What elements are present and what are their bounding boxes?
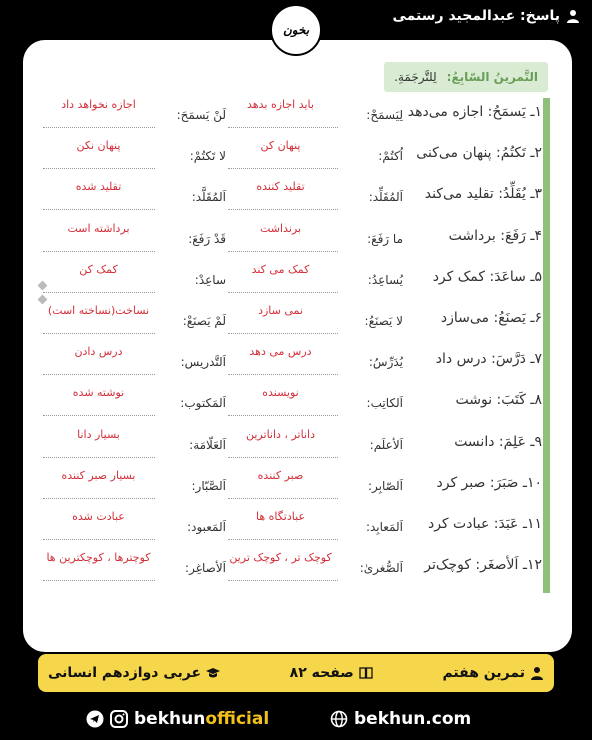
user-icon [566,9,580,23]
website-link[interactable] [330,709,471,729]
row-word-left: لَنْ یَسمَحَ: [176,108,226,122]
footer-book [48,665,220,681]
row-word-left: اَلمَعبود: [187,520,226,534]
row-answer-left: درس دادن [74,345,123,359]
bottom-bar [0,700,592,740]
row-answer-left: بسیار دانا [77,427,120,441]
dotted-line [43,168,155,169]
telegram-icon[interactable] [86,710,104,728]
row-answer-middle: برنداشت [259,221,302,235]
row-answer-left: عبادت شده [72,510,125,523]
dotted-line [228,415,338,416]
book-icon [359,666,373,680]
row-word-middle: اَلأعلَم: [369,437,403,452]
footer-exercise-text: تمرین هفتم [442,665,525,681]
row-answer-middle: نویسنده [262,386,299,400]
row-word-middle: اَلمَعابِد: [365,520,403,534]
row-prompt: ۳ـ یُقَلِّدُ: تقلید می‌کند [424,186,542,203]
row-answer-left: بسیار صبر کننده [61,468,136,482]
footer-book-text: عربی دوازدهم انسانی [48,665,202,681]
exercise-row [23,222,572,262]
footer-page [290,665,373,681]
dotted-line [228,251,338,252]
row-answer-left: نوشته شده [72,386,125,400]
row-answer-left: پنهان نکن [76,139,121,153]
row-prompt: ۱۲ـ اَلأصغَر: کوچک‌تر [424,557,542,574]
exercise-row [23,551,572,591]
exercise-row [23,345,572,385]
dotted-line [43,539,155,540]
row-word-left: اَلعَلّامَة: [189,437,226,452]
exercise-title-text: التَّمرینُ السّابِعُ: [446,70,538,84]
row-prompt: ۱ـ یَسمَحُ: اجازه می‌دهد [407,104,542,120]
exercise-row [23,180,572,220]
row-prompt: ۱۱ـ عَبَدَ: عبادت کرد [427,516,542,532]
exercise-row [23,98,572,138]
row-answer-middle: عبادتگاه ها [255,510,306,523]
social-handle-accent: official [205,709,270,729]
dotted-line [43,251,155,252]
dotted-line [228,580,338,581]
dotted-line [228,457,338,458]
row-word-middle: اُکتُمْ: [378,149,403,164]
row-answer-middle: کمک می کند [251,262,310,276]
row-answer-middle: نمی سازد [258,304,303,317]
row-word-left: اَلصَّبّار: [191,478,226,493]
exercise-row [23,386,572,426]
row-word-middle: لا یَصنَعُ: [364,314,403,328]
row-answer-left: نساخت(نساخته است) [47,304,150,317]
row-word-left: لَمْ یَصنَعْ: [182,314,226,328]
row-answer-left: کوچترها ، کوچکترین ها [46,551,151,565]
row-word-left: اَلتَّدریس: [180,355,226,370]
row-word-left: اَلمَکتوب: [180,396,226,411]
row-prompt: ۲ـ تَکتُمُ: پنهان می‌کنی [416,145,542,162]
social-handle-text[interactable] [134,709,269,729]
exercise-title [384,62,548,92]
row-answer-middle: باید اجازه بدهد [247,98,314,111]
footer-exercise [442,665,544,681]
row-prompt: ۸ـ کَتَبَ: نوشت [455,392,542,409]
row-word-middle: اَلصّابِر: [367,478,403,493]
dotted-line [228,292,338,293]
exercise-row [23,428,572,468]
row-word-left: قَدْ رَفَعَ: [188,231,226,246]
dotted-line [228,374,338,375]
dotted-line [43,292,155,293]
logo-text: بخون [282,23,310,37]
row-word-left: اَلأصاغِر: [185,561,226,576]
row-answer-left: اجازه نخواهد داد [61,98,136,111]
row-answer-middle: تقلید کننده [256,180,305,194]
dotted-line [228,209,338,210]
row-answer-middle: درس می دهد [249,345,312,359]
social-handle-prefix: bekhun [134,709,206,729]
row-word-middle: ما رَفَعَ: [367,231,403,246]
row-word-middle: لِیَسمَحْ: [366,108,403,122]
exercise-row [23,139,572,179]
website-text[interactable]: bekhun.com [354,709,472,729]
row-answer-middle: کوچک تر ، کوچک ترین [229,551,332,565]
row-word-middle: اَلصُّغریٰ: [359,561,403,576]
instagram-icon[interactable] [110,710,128,728]
exercise-row [23,510,572,550]
row-answer-left: تقلید شده [75,180,122,194]
footer-page-text: صفحه ۸۲ [289,665,354,681]
dotted-line [228,498,338,499]
exercise-row [23,469,572,509]
row-prompt: ۷ـ دَرَّسَ: درس داد [435,351,542,368]
row-word-left: اَلمُقَلَّد: [191,190,226,205]
exercise-instruction: لِلتَّرجَمَةِ. [394,70,437,84]
dotted-line [43,374,155,375]
exercise-row [23,263,572,303]
row-answer-middle: پنهان کن [260,139,301,153]
row-prompt: ۱۰ـ صَبَرَ: صبر کرد [436,474,542,491]
dotted-line [43,333,155,334]
graduation-cap-icon [206,666,220,680]
row-word-left: لا تَکتُمْ: [189,149,226,164]
dotted-line [43,457,155,458]
row-word-middle: یُساعِدُ: [367,272,403,287]
row-answer-left: برداشته است [67,221,130,235]
user-icon [530,666,544,680]
dotted-line [43,127,155,128]
dotted-line [43,415,155,416]
answerer-name: پاسخ: عبدالمجید رستمی [392,8,560,24]
dotted-line [228,333,338,334]
dotted-line [228,127,338,128]
dotted-line [43,498,155,499]
answerer-label [392,8,580,24]
dotted-line [228,168,338,169]
row-word-middle: اَلمُقَلِّد: [368,190,403,205]
exercise-row [23,304,572,344]
row-prompt: ۹ـ عَلِمَ: دانست [454,433,542,450]
row-answer-middle: داناتر ، داناترین [246,427,315,441]
brand-logo [270,4,322,56]
footer-banner [38,654,554,692]
dotted-line [43,580,155,581]
row-answer-left: کمک کن [79,262,118,276]
row-prompt: ۵ـ ساعَدَ: کمک کرد [432,268,542,285]
row-word-middle: یُدَرِّسُ: [368,355,403,370]
worksheet-card [23,40,572,652]
row-word-middle: اَلکاتِب: [366,396,403,411]
row-answer-middle: صبر کننده [257,468,304,482]
row-prompt: ۴ـ رَفَعَ: برداشت [448,227,542,244]
social-handle[interactable] [86,709,269,729]
dotted-line [43,209,155,210]
globe-icon [330,710,348,728]
row-prompt: ۶ـ یَصنَعُ: می‌سازد [440,310,542,326]
row-word-left: ساعِدْ: [194,272,226,287]
dotted-line [228,539,338,540]
